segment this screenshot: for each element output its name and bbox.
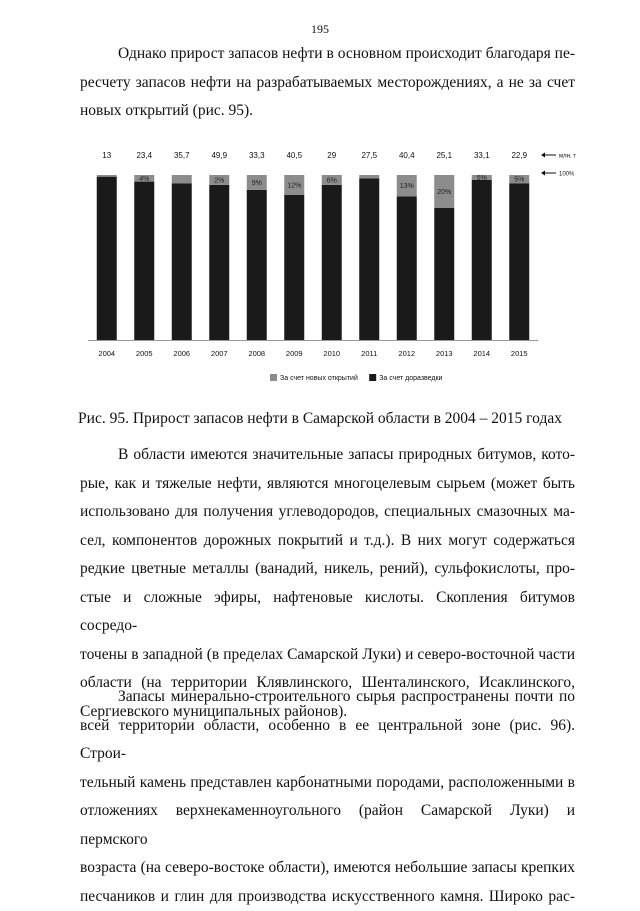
bar-percent-label: 5%: [514, 177, 524, 184]
x-tick-label: 2005: [136, 349, 153, 358]
x-tick-label: 2012: [398, 349, 415, 358]
figure-caption: Рис. 95. Прирост запасов нефти в Самарской области в 2004 – 2015 годах: [0, 410, 640, 428]
intro-paragraph: [80, 40, 575, 126]
text-line: сел, компонентов дорожных покрытий и т.д.). В них могут содержаться: [80, 527, 575, 556]
text-line: Однако прирост запасов нефти в основном происходит благодаря пе-: [80, 40, 575, 69]
bar-percent-label: 20%: [437, 189, 451, 196]
bar-segment-new-discoveries: [172, 175, 192, 183]
text-line: точены в западной (в пределах Самарской Луки) и северо-восточной части: [80, 641, 575, 670]
bar-percent-label: 13%: [400, 183, 414, 190]
bar-percent-label: 9%: [252, 180, 262, 187]
bar-segment-dorazvedka: [397, 196, 417, 340]
legend-label: За счет новых открытий: [280, 374, 358, 382]
text-line: В области имеются значительные запасы природных битумов, кото-: [80, 441, 575, 470]
bar-total-label: 27,5: [361, 151, 377, 160]
bar-total-label: 33,1: [474, 151, 490, 160]
text-line: всей территории области, особенно в ее центральной зоне (рис. 96). Строи-: [80, 712, 575, 769]
bar-percent-label: 12%: [287, 182, 301, 189]
bar-segment-dorazvedka: [97, 177, 117, 340]
x-tick-label: 2007: [211, 349, 228, 358]
text-line: стые и сложные эфиры, нафтеновые кислоты. Скопления битумов сосредо-: [80, 584, 575, 641]
x-tick-label: 2006: [173, 349, 190, 358]
unit-label: млн. т: [559, 154, 576, 160]
x-tick-label: 2010: [323, 349, 340, 358]
bar-percent-label: 5%: [477, 175, 487, 182]
bar-segment-new-discoveries: [359, 175, 379, 178]
x-tick-label: 2004: [98, 349, 115, 358]
bar-total-label: 40,4: [399, 151, 415, 160]
x-tick-label: 2011: [361, 349, 377, 358]
percent-arrow-icon: [541, 171, 545, 176]
unit-arrow-icon: [541, 153, 545, 158]
x-tick-label: 2008: [248, 349, 265, 358]
text-line: возраста (на северо-востоке области), имеются небольшие запасы крепких: [80, 854, 575, 883]
text-line: отложениях верхнекаменноугольного (район Самарской Луки) и пермского: [80, 797, 575, 854]
x-tick-label: 2013: [436, 349, 453, 358]
text-line: Запасы минерально-строительного сырья распространены почти по: [80, 683, 575, 712]
bar-total-label: 29: [327, 151, 336, 160]
percent-label: 100%: [559, 172, 575, 178]
bar-segment-dorazvedka: [134, 182, 154, 340]
chart-svg: [80, 140, 580, 395]
bar-percent-label: 4%: [139, 176, 149, 183]
bar-segment-new-discoveries: [97, 175, 117, 177]
text-line: использовано для получения углеводородов, специальных смазочных ма-: [80, 498, 575, 527]
text-line: Сергиевского муниципальных районов).: [80, 698, 575, 727]
bar-total-label: 40,5: [286, 151, 302, 160]
text-line: новых открытий (рис. 95).: [80, 97, 575, 126]
bar-total-label: 13: [102, 151, 111, 160]
bar-segment-dorazvedka: [472, 180, 492, 340]
x-tick-label: 2015: [511, 349, 528, 358]
page-number: 195: [0, 22, 640, 37]
bar-segment-dorazvedka: [172, 183, 192, 340]
bar-segment-dorazvedka: [509, 183, 529, 340]
text-line: области (на территории Клявлинского, Шенталинского, Исаклинского,: [80, 669, 575, 698]
text-line: тельный камень представлен карбонатными породами, расположенными в: [80, 769, 575, 798]
legend-label: За счет доразведки: [379, 375, 442, 382]
bar-total-label: 49,9: [211, 151, 227, 160]
legend-swatch: [369, 374, 376, 381]
bar-segment-dorazvedka: [284, 195, 304, 340]
bar-total-label: 33,3: [249, 151, 265, 160]
bar-percent-label: 2%: [214, 177, 224, 184]
minerals-paragraph: [80, 683, 575, 911]
bar-segment-dorazvedka: [247, 190, 267, 340]
bar-segment-dorazvedka: [359, 178, 379, 340]
bar-total-label: 23,4: [136, 151, 152, 160]
text-line: рые, как и тяжелые нефти, являются многоцелевым сырьем (может быть: [80, 470, 575, 499]
legend-swatch: [270, 374, 277, 381]
bar-total-label: 25,1: [436, 151, 452, 160]
text-line: ресчету запасов нефти на разрабатываемых месторождениях, а не за счет: [80, 69, 575, 98]
x-tick-label: 2014: [473, 349, 490, 358]
bar-segment-dorazvedka: [434, 208, 454, 340]
bar-total-label: 35,7: [174, 151, 190, 160]
bar-segment-dorazvedka: [322, 185, 342, 340]
bar-segment-dorazvedka: [209, 185, 229, 340]
bar-total-label: 22,9: [511, 151, 527, 160]
reserves-growth-chart: [80, 140, 580, 395]
bar-percent-label: 6%: [327, 177, 337, 184]
text-line: редкие цветные металлы (ванадий, никель, рений), сульфокислоты, про-: [80, 555, 575, 584]
text-line: песчаников и глин для производства искусственного камня. Широко рас-: [80, 883, 575, 911]
x-tick-label: 2009: [286, 349, 303, 358]
